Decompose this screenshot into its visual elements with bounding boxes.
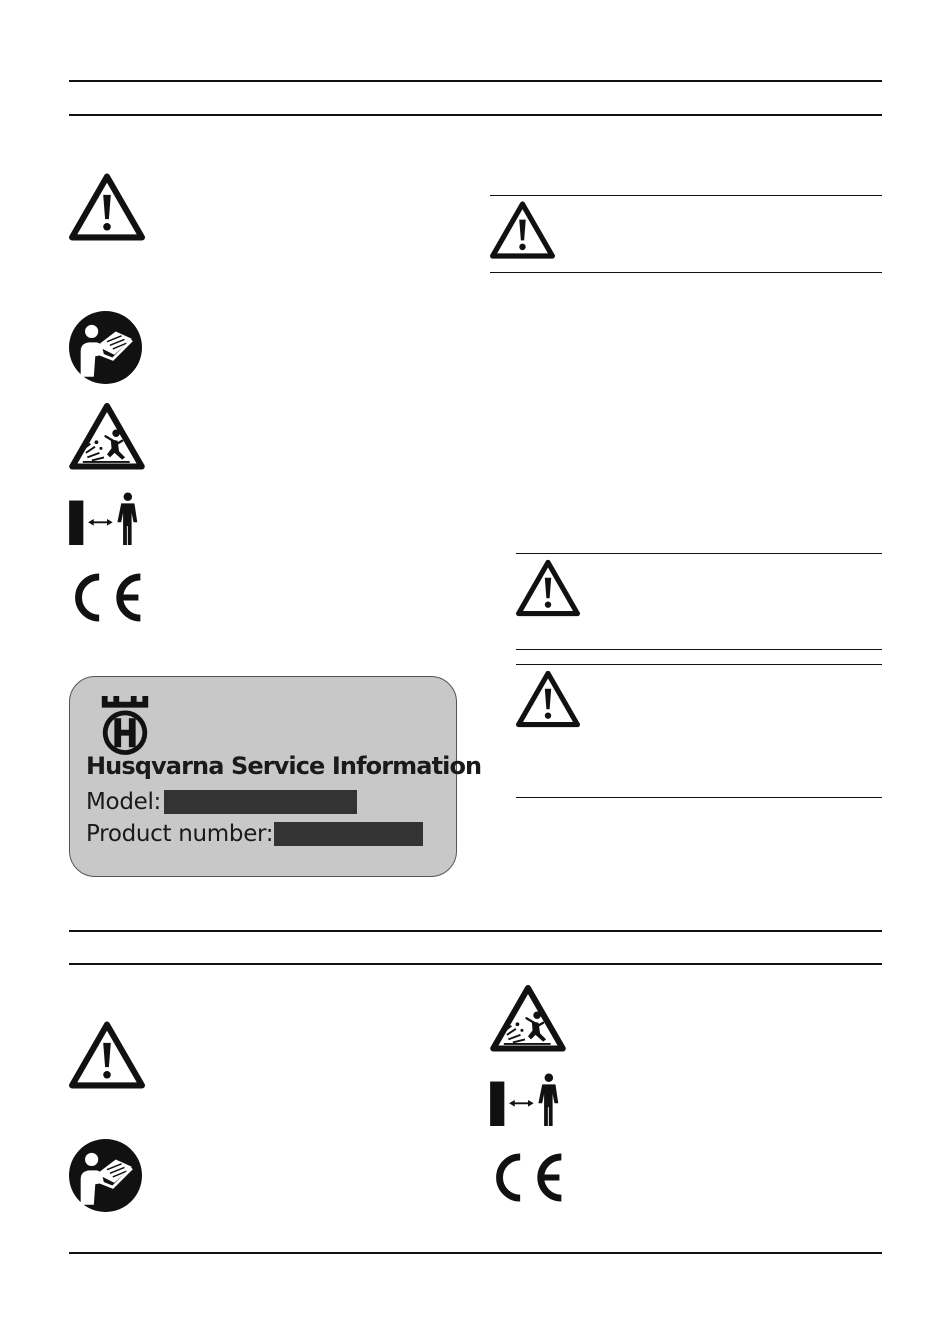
warning-box-top-rule <box>490 195 882 196</box>
model-label: Model: <box>86 789 162 815</box>
warning-box-bottom-rule <box>490 272 882 273</box>
model-value <box>164 790 357 814</box>
ce-mark-icon <box>490 1151 566 1204</box>
read-manual-icon <box>69 311 142 384</box>
warning-box-top-rule <box>516 553 882 554</box>
product-number-value <box>274 822 423 846</box>
thrown-objects-warning-icon <box>490 985 566 1053</box>
plate-title: Husqvarna Service Information <box>86 752 482 780</box>
thrown-objects-warning-icon <box>69 403 145 471</box>
warning-triangle-icon <box>516 670 580 728</box>
warning-triangle-icon <box>490 201 555 259</box>
service-information-plate <box>69 676 482 877</box>
footer-rule <box>69 1252 882 1254</box>
section-rule <box>69 930 882 932</box>
read-manual-icon <box>69 1139 142 1212</box>
ce-mark-icon <box>69 571 145 624</box>
section-rule <box>69 80 882 82</box>
section-rule <box>69 963 882 965</box>
section-rule <box>69 114 882 116</box>
warning-triangle-icon <box>69 173 145 241</box>
warning-box-bottom-rule <box>516 649 882 650</box>
warning-triangle-icon <box>69 1021 145 1089</box>
warning-box-bottom-rule <box>516 797 882 798</box>
husqvarna-logo-icon <box>96 692 154 756</box>
product-number-label: Product number: <box>86 821 274 847</box>
warning-triangle-icon <box>516 559 580 617</box>
warning-box-top-rule <box>516 664 882 665</box>
safety-distance-icon <box>69 492 145 545</box>
safety-distance-icon <box>490 1073 566 1126</box>
